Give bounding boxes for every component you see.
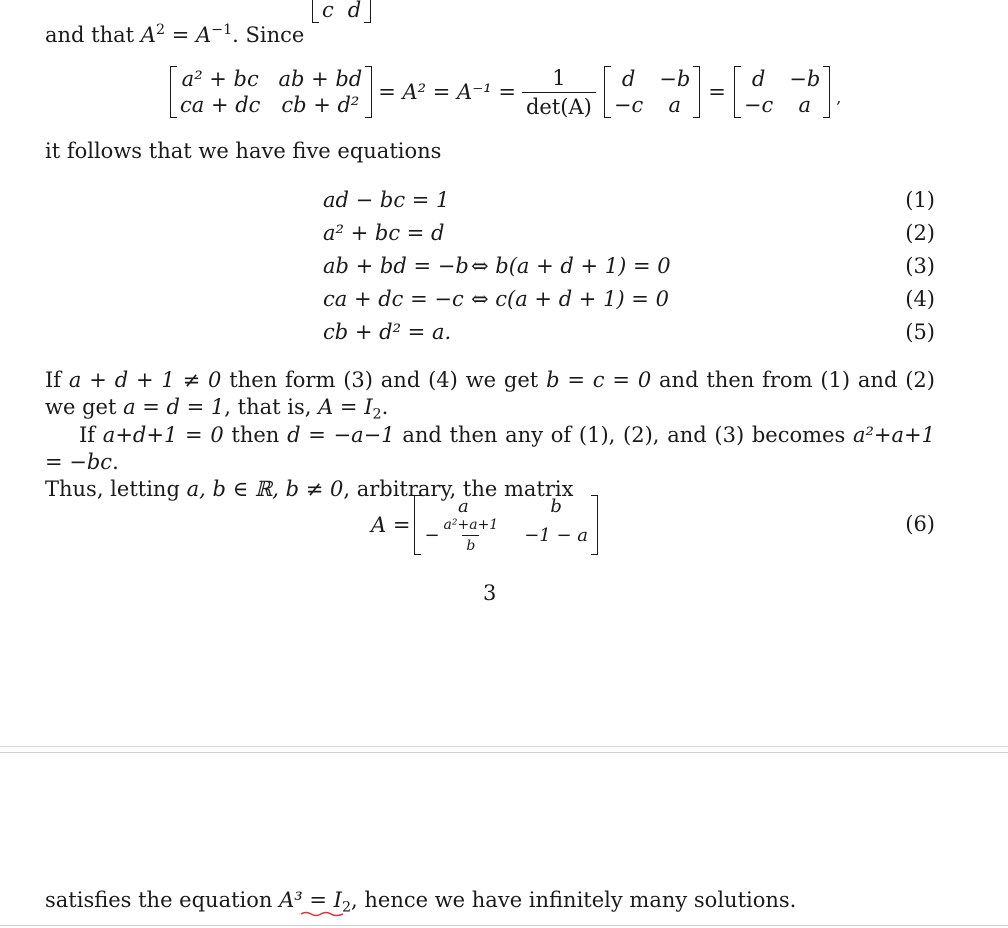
matrix-a-general: a b − $\frac{\text{a²+a+1}}{b}$ −1 − a <box>414 495 598 555</box>
top-matrix-fragment <box>312 0 371 22</box>
fragment-d: d <box>347 0 362 22</box>
paragraph-case-zero: If a+d+1 = 0 then d = −a−1 and then any of (1), (2), and (3) becomes a²+a+1 = −bc. Thus, letting a, b ∈ ℝ, b ≠ 0, arbitrary, the matrix <box>45 423 935 501</box>
matrix-result: d −b −c a <box>734 66 830 118</box>
matrix-a-squared: a² + bc ab + bd ca + dc cb + d² <box>170 66 372 118</box>
fraction-one-over-det: $\frac{1}{\det(A)}$ <box>522 66 596 119</box>
paragraph-since: and that $A^2 = A^{-1}$. Since <box>45 22 305 47</box>
paragraph-five-equations: it follows that we have five equations <box>45 139 442 163</box>
equation-number: (1) <box>905 188 935 212</box>
equation-row: cb + d² = a. <box>323 320 452 344</box>
page-break-divider <box>0 752 1008 753</box>
fragment-c: c <box>322 0 334 22</box>
paragraph-infinitely-many: satisfies the equation $A^3 = I_2$, hence we have infinitely many solutions. <box>45 888 797 916</box>
equation-row: ad − bc = 1 <box>323 188 450 212</box>
paragraph-case-nonzero: If a + d + 1 ≠ 0 then form (3) and (4) we get b = c = 0 and then from (1) and (2) we get a = d = 1, that is, $A = I_2$. <box>45 368 935 423</box>
bottom-edge-line <box>0 925 1008 926</box>
page-number: 3 <box>483 581 497 605</box>
equation-number: (4) <box>905 287 935 311</box>
equation-number: (3) <box>905 254 935 278</box>
fraction-a-squared-plus-a-plus-one-over-b: $\frac{\text{a²+a+1}}{b}$ <box>443 517 499 554</box>
equation-number: (5) <box>905 320 935 344</box>
equation-row: ab + bd = −b ⇔ b(a + d + 1) = 0 <box>323 254 671 278</box>
equation-number: (2) <box>905 221 935 245</box>
spellcheck-underline <box>300 910 344 918</box>
equation-row: ca + dc = −c ⇔ c(a + d + 1) = 0 <box>323 287 669 311</box>
page-break-divider <box>0 746 1008 747</box>
display-equation-matrix-a: A = a b − $\frac{\text{a²+a+1}}{b}$ −1 − a <box>371 496 598 554</box>
display-equation-inverse: a² + bc ab + bd ca + dc cb + d² = A² = A⁻¹ = $\frac{1}{\det(A)}$ d −b −c a = d −b −c a , <box>170 62 841 122</box>
equation-row: a² + bc = d <box>323 221 445 245</box>
equation-number: (6) <box>905 512 935 536</box>
matrix-adjugate: d −b −c a <box>604 66 700 118</box>
